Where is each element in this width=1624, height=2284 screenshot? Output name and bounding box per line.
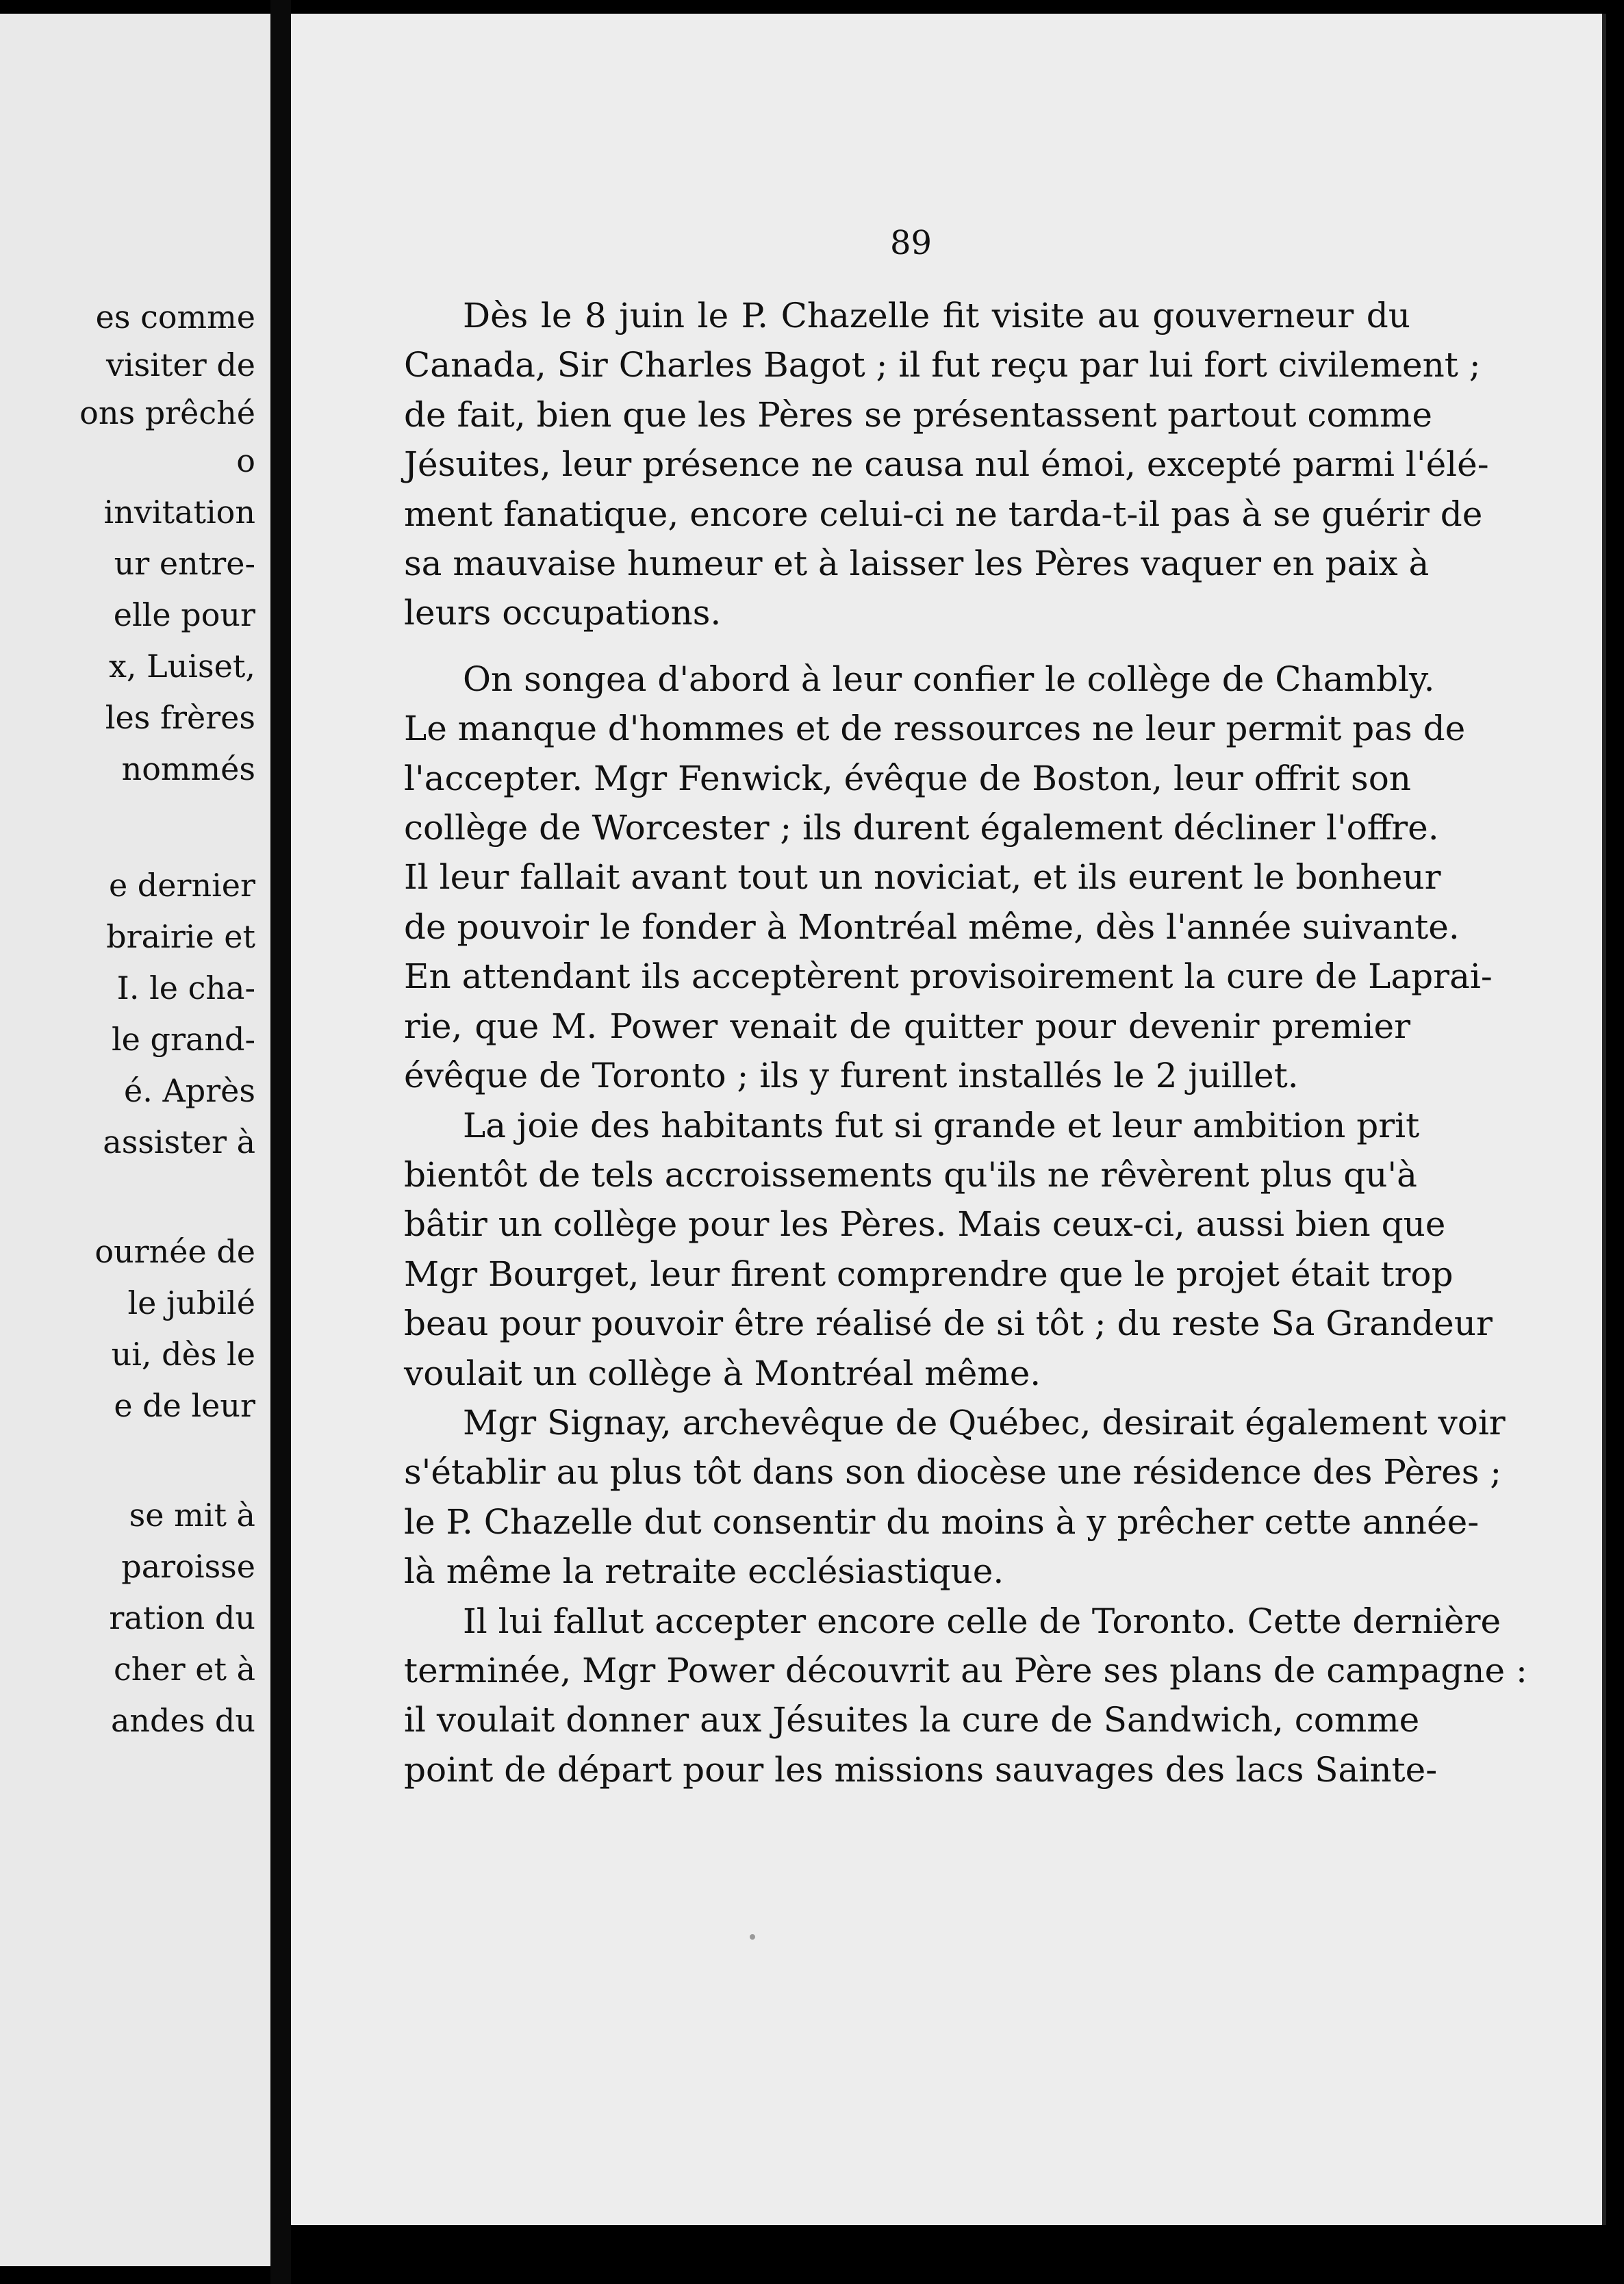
- text-line: Jésuites, leur présence ne causa nul émoi, excepté parmi l'élé-: [404, 444, 1489, 485]
- text-line: là même la retraite ecclésiastique.: [404, 1551, 1004, 1592]
- text-line: Canada, Sir Charles Bagot ; il fut reçu par lui fort civilement ;: [404, 345, 1481, 385]
- text-line: il voulait donner aux Jésuites la cure de Sandwich, comme: [404, 1700, 1420, 1740]
- text-line: sa mauvaise humeur et à laisser les Pères vaquer en paix à: [404, 544, 1430, 584]
- paper-speck: [750, 1934, 755, 1940]
- left-line: elle pour: [113, 596, 255, 633]
- left-line: visiter de: [105, 346, 255, 383]
- paragraph: [404, 1597, 1527, 1795]
- left-line: o: [236, 442, 255, 479]
- paragraph: [404, 1398, 1506, 1597]
- left-line: I. le cha-: [116, 969, 255, 1006]
- text-line: ment fanatique, encore celui-ci ne tarda-t-il pas à se guérir de: [404, 494, 1483, 534]
- left-line: ournée de: [94, 1233, 255, 1270]
- left-line: le jubilé: [127, 1284, 255, 1321]
- paragraph: [404, 291, 1489, 638]
- left-line: invitation: [103, 494, 255, 531]
- left-line: es comme: [95, 299, 255, 335]
- text-line: s'établir au plus tôt dans son diocèse une résidence des Pères ;: [404, 1452, 1502, 1493]
- text-line: On songea d'abord à leur confier le collège de Chambly.: [463, 659, 1435, 699]
- text-line: beau pour pouvoir être réalisé de si tôt ; du reste Sa Grandeur: [404, 1304, 1493, 1344]
- paragraph: [404, 655, 1493, 1101]
- text-line: bientôt de tels accroissements qu'ils ne rêvèrent plus qu'à: [404, 1154, 1417, 1195]
- text-line: voulait un collège à Montréal même.: [404, 1353, 1041, 1393]
- left-line: é. Après: [124, 1072, 255, 1109]
- text-line: Mgr Bourget, leur firent comprendre que le projet était trop: [404, 1254, 1454, 1294]
- left-line: cher et à: [114, 1651, 255, 1688]
- left-line: se mit à: [129, 1497, 255, 1534]
- paragraph: [404, 1101, 1493, 1398]
- left-page: [0, 14, 270, 2266]
- text-line: collège de Worcester ; ils durent également décliner l'offre.: [404, 808, 1439, 848]
- left-line: e de leur: [114, 1387, 255, 1424]
- text-line: point de départ pour les missions sauvages des lacs Sainte-: [404, 1749, 1438, 1790]
- left-line: ration du: [109, 1599, 255, 1636]
- body-text: [404, 291, 1527, 1794]
- left-line: ui, dès le: [111, 1336, 255, 1373]
- left-line: ur entre-: [114, 545, 255, 582]
- text-line: bâtir un collège pour les Pères. Mais ceux-ci, aussi bien que: [404, 1204, 1446, 1245]
- text-line: En attendant ils acceptèrent provisoirement la cure de Laprai-: [404, 956, 1493, 997]
- left-line: x, Luiset,: [108, 648, 255, 685]
- left-line: brairie et: [106, 918, 255, 955]
- book-gutter: [270, 0, 291, 2284]
- left-line: le grand-: [111, 1021, 255, 1058]
- left-line: andes du: [110, 1702, 255, 1739]
- text-line: de pouvoir le fonder à Montréal même, dès l'année suivante.: [404, 906, 1460, 947]
- left-line: les frères: [105, 699, 255, 736]
- left-line: assister à: [103, 1124, 255, 1160]
- text-line: Il lui fallut accepter encore celle de Toronto. Cette dernière: [463, 1601, 1501, 1641]
- text-line: l'accepter. Mgr Fenwick, évêque de Boston, leur offrit son: [404, 758, 1411, 798]
- text-line: leurs occupations.: [404, 593, 722, 633]
- text-line: Mgr Signay, archevêque de Québec, desirait également voir: [463, 1402, 1506, 1443]
- text-line: Il leur fallait avant tout un noviciat, et ils eurent le bonheur: [404, 857, 1441, 898]
- text-line: La joie des habitants fut si grande et leur ambition prit: [463, 1105, 1420, 1145]
- text-line: Le manque d'hommes et de ressources ne leur permit pas de: [404, 709, 1466, 749]
- text-line: terminée, Mgr Power découvrit au Père ses plans de campagne :: [404, 1650, 1527, 1690]
- left-line: nommés: [121, 750, 255, 787]
- text-line: le P. Chazelle dut consentir du moins à y prêcher cette année-: [404, 1501, 1480, 1542]
- left-line: paroisse: [121, 1548, 255, 1585]
- left-line: e dernier: [108, 867, 255, 904]
- text-line: de fait, bien que les Pères se présentassent partout comme: [404, 394, 1432, 435]
- text-line: rie, que M. Power venait de quitter pour devenir premier: [404, 1006, 1410, 1046]
- text-line: Dès le 8 juin le P. Chazelle fit visite au gouverneur du: [463, 296, 1410, 335]
- page-number: 89: [890, 224, 932, 262]
- text-line: évêque de Toronto ; ils y furent installés le 2 juillet.: [404, 1056, 1299, 1096]
- left-line: ons prêché: [79, 394, 255, 431]
